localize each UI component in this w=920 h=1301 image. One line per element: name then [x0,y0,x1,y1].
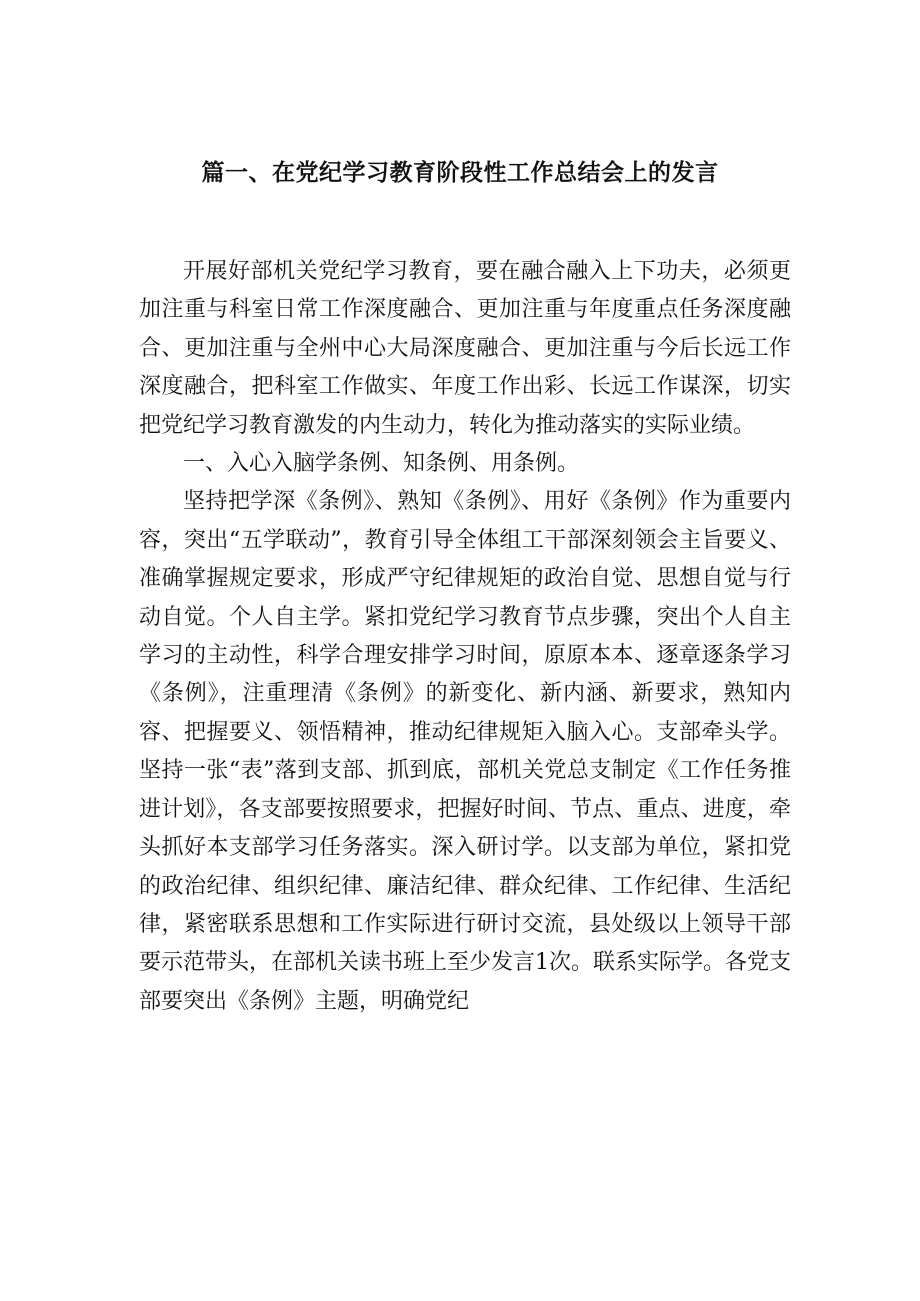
paragraph-intro: 开展好部机关党纪学习教育，要在融合融入上下功夫，必须更加注重与科室日常工作深度融合、更加注重与年度重点任务深度融合、更加注重与全州中心大局深度融合、更加注重与今后长远工作深度融合，把科室工作做实、年度工作出彩、长远工作谋深，切实把党纪学习教育激发的内生动力，转化为推动落实的实际业绩。 [139,259,791,438]
section-heading-1: 一、入心入脑学条例、知条例、用条例。 [183,451,580,477]
document-title: 篇一、在党纪学习教育阶段性工作总结会上的发言 [201,160,719,186]
document-body [139,253,791,1021]
paragraph-section-1: 坚持把学深《条例》、熟知《条例》、用好《条例》作为重要内容，突出“五学联动”，教育引导全体组工干部深刻领会主旨要义、准确掌握规定要求，形成严守纪律规矩的政治自觉、思想自觉与行动自觉。个人自主学。紧扣党纪学习教育节点步骤，突出个人自主学习的主动性，科学合理安排学习时间，原原本本、逐章逐条学习《条例》，注重理清《条例》的新变化、新内涵、新要求，熟知内容、把握要义、领悟精神，推动纪律规矩入脑入心。支部牵头学。坚持一张“表”落到支部、抓到底，部机关党总支制定《工作任务推进计划》，各支部要按照要求，把握好时间、节点、重点、进度，牵头抓好本支部学习任务落实。深入研讨学。以支部为单位，紧扣党的政治纪律、组织纪律、廉洁纪律、群众纪律、工作纪律、生活纪律，紧密联系思想和工作实际进行研讨交流，县处级以上领导干部要示范带头，在部机关读书班上至少发言1次。联系实际学。各党支部要突出《条例》主题，明确党纪 [139,489,791,1014]
